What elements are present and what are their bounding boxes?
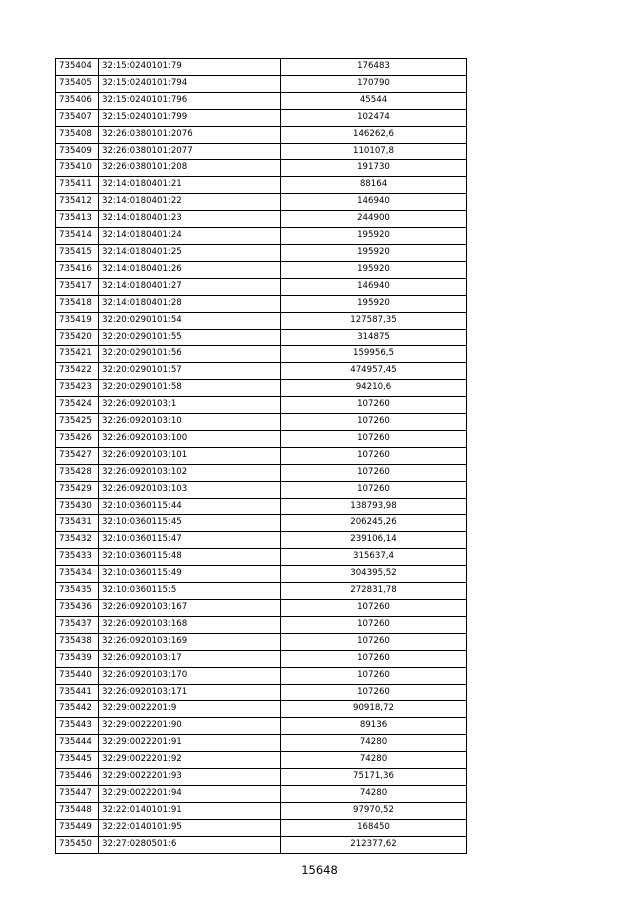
table-row: [56, 769, 467, 786]
value-cell: 146940: [281, 278, 467, 295]
cadastral-number-cell: 32:14:0180401:27: [99, 278, 281, 295]
value-cell: 107260: [281, 481, 467, 498]
cadastral-number-cell: 32:10:0360115:48: [99, 549, 281, 566]
table-row: [56, 684, 467, 701]
table-row: [56, 549, 467, 566]
row-number-cell: 735444: [56, 735, 99, 752]
value-cell: 191730: [281, 160, 467, 177]
row-number-cell: 735441: [56, 684, 99, 701]
cadastral-number-cell: 32:14:0180401:22: [99, 194, 281, 211]
value-cell: 195920: [281, 228, 467, 245]
cadastral-number-cell: 32:22:0140101:95: [99, 819, 281, 836]
value-cell: 102474: [281, 109, 467, 126]
value-cell: 168450: [281, 819, 467, 836]
value-cell: 195920: [281, 295, 467, 312]
row-number-cell: 735440: [56, 667, 99, 684]
row-number-cell: 735413: [56, 211, 99, 228]
row-number-cell: 735420: [56, 329, 99, 346]
row-number-cell: 735449: [56, 819, 99, 836]
value-cell: 159956,5: [281, 346, 467, 363]
value-cell: 107260: [281, 414, 467, 431]
value-cell: 107260: [281, 650, 467, 667]
table-row: [56, 295, 467, 312]
value-cell: 206245,26: [281, 515, 467, 532]
table-row: [56, 481, 467, 498]
cadastral-number-cell: 32:26:0920103:101: [99, 447, 281, 464]
row-number-cell: 735419: [56, 312, 99, 329]
table-row: [56, 278, 467, 295]
table-row: [56, 566, 467, 583]
cadastral-number-cell: 32:26:0920103:168: [99, 616, 281, 633]
row-number-cell: 735445: [56, 752, 99, 769]
cadastral-number-cell: 32:29:0022201:93: [99, 769, 281, 786]
row-number-cell: 735405: [56, 75, 99, 92]
table-row: [56, 752, 467, 769]
cadastral-number-cell: 32:10:0360115:47: [99, 532, 281, 549]
row-number-cell: 735428: [56, 464, 99, 481]
table-row: [56, 498, 467, 515]
row-number-cell: 735450: [56, 836, 99, 853]
cadastral-number-cell: 32:26:0920103:102: [99, 464, 281, 481]
table-row: [56, 363, 467, 380]
table-row: [56, 312, 467, 329]
table-row: [56, 515, 467, 532]
value-cell: 474957,45: [281, 363, 467, 380]
row-number-cell: 735429: [56, 481, 99, 498]
value-cell: 107260: [281, 684, 467, 701]
cadastral-number-cell: 32:26:0920103:103: [99, 481, 281, 498]
row-number-cell: 735423: [56, 380, 99, 397]
row-number-cell: 735422: [56, 363, 99, 380]
cadastral-number-cell: 32:14:0180401:23: [99, 211, 281, 228]
value-cell: 75171,36: [281, 769, 467, 786]
cadastral-number-cell: 32:26:0380101:208: [99, 160, 281, 177]
row-number-cell: 735416: [56, 261, 99, 278]
table-row: [56, 228, 467, 245]
row-number-cell: 735408: [56, 126, 99, 143]
table-row: [56, 177, 467, 194]
row-number-cell: 735439: [56, 650, 99, 667]
value-cell: 94210,6: [281, 380, 467, 397]
cadastral-value-table: [55, 58, 467, 854]
row-number-cell: 735427: [56, 447, 99, 464]
row-number-cell: 735411: [56, 177, 99, 194]
page-number: 15648: [301, 863, 338, 877]
row-number-cell: 735438: [56, 633, 99, 650]
table-row: [56, 414, 467, 431]
row-number-cell: 735442: [56, 701, 99, 718]
table-body: [56, 59, 467, 854]
row-number-cell: 735404: [56, 59, 99, 76]
row-number-cell: 735430: [56, 498, 99, 515]
value-cell: 272831,78: [281, 583, 467, 600]
cadastral-number-cell: 32:10:0360115:49: [99, 566, 281, 583]
row-number-cell: 735417: [56, 278, 99, 295]
table-row: [56, 819, 467, 836]
table-row: [56, 735, 467, 752]
row-number-cell: 735432: [56, 532, 99, 549]
table-row: [56, 464, 467, 481]
table-row: [56, 583, 467, 600]
value-cell: 212377,62: [281, 836, 467, 853]
cadastral-number-cell: 32:22:0140101:91: [99, 802, 281, 819]
row-number-cell: 735426: [56, 430, 99, 447]
cadastral-number-cell: 32:26:0920103:170: [99, 667, 281, 684]
value-cell: 107260: [281, 430, 467, 447]
table-row: [56, 160, 467, 177]
cadastral-number-cell: 32:29:0022201:90: [99, 718, 281, 735]
cadastral-number-cell: 32:26:0920103:10: [99, 414, 281, 431]
cadastral-number-cell: 32:26:0920103:1: [99, 397, 281, 414]
value-cell: 107260: [281, 464, 467, 481]
cadastral-number-cell: 32:15:0240101:799: [99, 109, 281, 126]
table-row: [56, 143, 467, 160]
row-number-cell: 735412: [56, 194, 99, 211]
cadastral-number-cell: 32:26:0920103:171: [99, 684, 281, 701]
cadastral-number-cell: 32:20:0290101:55: [99, 329, 281, 346]
value-cell: 170790: [281, 75, 467, 92]
row-number-cell: 735434: [56, 566, 99, 583]
value-cell: 146262,6: [281, 126, 467, 143]
row-number-cell: 735418: [56, 295, 99, 312]
row-number-cell: 735425: [56, 414, 99, 431]
value-cell: 107260: [281, 600, 467, 617]
table-row: [56, 92, 467, 109]
cadastral-number-cell: 32:15:0240101:79: [99, 59, 281, 76]
value-cell: 88164: [281, 177, 467, 194]
value-cell: 146940: [281, 194, 467, 211]
cadastral-number-cell: 32:26:0920103:167: [99, 600, 281, 617]
row-number-cell: 735424: [56, 397, 99, 414]
table-row: [56, 244, 467, 261]
cadastral-number-cell: 32:14:0180401:21: [99, 177, 281, 194]
table-row: [56, 261, 467, 278]
table-row: [56, 329, 467, 346]
table-row: [56, 397, 467, 414]
table-row: [56, 75, 467, 92]
value-cell: 244900: [281, 211, 467, 228]
value-cell: 45544: [281, 92, 467, 109]
cadastral-number-cell: 32:15:0240101:796: [99, 92, 281, 109]
cadastral-number-cell: 32:27:0280501:6: [99, 836, 281, 853]
row-number-cell: 735431: [56, 515, 99, 532]
value-cell: 176483: [281, 59, 467, 76]
cadastral-number-cell: 32:29:0022201:92: [99, 752, 281, 769]
row-number-cell: 735414: [56, 228, 99, 245]
value-cell: 195920: [281, 244, 467, 261]
table-row: [56, 718, 467, 735]
table-row: [56, 380, 467, 397]
value-cell: 138793,98: [281, 498, 467, 515]
table-row: [56, 667, 467, 684]
table-row: [56, 785, 467, 802]
table-row: [56, 802, 467, 819]
cadastral-number-cell: 32:10:0360115:45: [99, 515, 281, 532]
table-row: [56, 211, 467, 228]
table-row: [56, 109, 467, 126]
cadastral-number-cell: 32:20:0290101:58: [99, 380, 281, 397]
table-row: [56, 59, 467, 76]
value-cell: 74280: [281, 785, 467, 802]
row-number-cell: 735421: [56, 346, 99, 363]
table-row: [56, 430, 467, 447]
value-cell: 74280: [281, 735, 467, 752]
value-cell: 97970,52: [281, 802, 467, 819]
cadastral-number-cell: 32:26:0920103:169: [99, 633, 281, 650]
row-number-cell: 735447: [56, 785, 99, 802]
row-number-cell: 735448: [56, 802, 99, 819]
cadastral-number-cell: 32:14:0180401:28: [99, 295, 281, 312]
cadastral-number-cell: 32:26:0380101:2076: [99, 126, 281, 143]
value-cell: 315637,4: [281, 549, 467, 566]
cadastral-number-cell: 32:14:0180401:24: [99, 228, 281, 245]
cadastral-number-cell: 32:29:0022201:9: [99, 701, 281, 718]
row-number-cell: 735409: [56, 143, 99, 160]
table-row: [56, 346, 467, 363]
row-number-cell: 735436: [56, 600, 99, 617]
row-number-cell: 735446: [56, 769, 99, 786]
row-number-cell: 735443: [56, 718, 99, 735]
cadastral-number-cell: 32:26:0920103:17: [99, 650, 281, 667]
row-number-cell: 735410: [56, 160, 99, 177]
cadastral-number-cell: 32:20:0290101:57: [99, 363, 281, 380]
value-cell: 304395,52: [281, 566, 467, 583]
row-number-cell: 735415: [56, 244, 99, 261]
value-cell: 107260: [281, 616, 467, 633]
value-cell: 107260: [281, 397, 467, 414]
table-row: [56, 600, 467, 617]
value-cell: 239106,14: [281, 532, 467, 549]
value-cell: 314875: [281, 329, 467, 346]
cadastral-number-cell: 32:20:0290101:54: [99, 312, 281, 329]
cadastral-number-cell: 32:29:0022201:91: [99, 735, 281, 752]
cadastral-number-cell: 32:26:0380101:2077: [99, 143, 281, 160]
row-number-cell: 735437: [56, 616, 99, 633]
table-row: [56, 633, 467, 650]
table-row: [56, 532, 467, 549]
value-cell: 127587,35: [281, 312, 467, 329]
row-number-cell: 735407: [56, 109, 99, 126]
cadastral-number-cell: 32:14:0180401:25: [99, 244, 281, 261]
value-cell: 107260: [281, 633, 467, 650]
value-cell: 107260: [281, 667, 467, 684]
table-row: [56, 836, 467, 853]
value-cell: 90918,72: [281, 701, 467, 718]
value-cell: 89136: [281, 718, 467, 735]
cadastral-number-cell: 32:15:0240101:794: [99, 75, 281, 92]
cadastral-number-cell: 32:29:0022201:94: [99, 785, 281, 802]
value-cell: 74280: [281, 752, 467, 769]
value-cell: 195920: [281, 261, 467, 278]
row-number-cell: 735433: [56, 549, 99, 566]
cadastral-number-cell: 32:10:0360115:44: [99, 498, 281, 515]
cadastral-number-cell: 32:26:0920103:100: [99, 430, 281, 447]
table-row: [56, 616, 467, 633]
row-number-cell: 735435: [56, 583, 99, 600]
table-row: [56, 650, 467, 667]
table-row: [56, 447, 467, 464]
cadastral-number-cell: 32:14:0180401:26: [99, 261, 281, 278]
row-number-cell: 735406: [56, 92, 99, 109]
value-cell: 110107,8: [281, 143, 467, 160]
cadastral-number-cell: 32:20:0290101:56: [99, 346, 281, 363]
table-row: [56, 701, 467, 718]
table-row: [56, 194, 467, 211]
value-cell: 107260: [281, 447, 467, 464]
cadastral-number-cell: 32:10:0360115:5: [99, 583, 281, 600]
table-row: [56, 126, 467, 143]
